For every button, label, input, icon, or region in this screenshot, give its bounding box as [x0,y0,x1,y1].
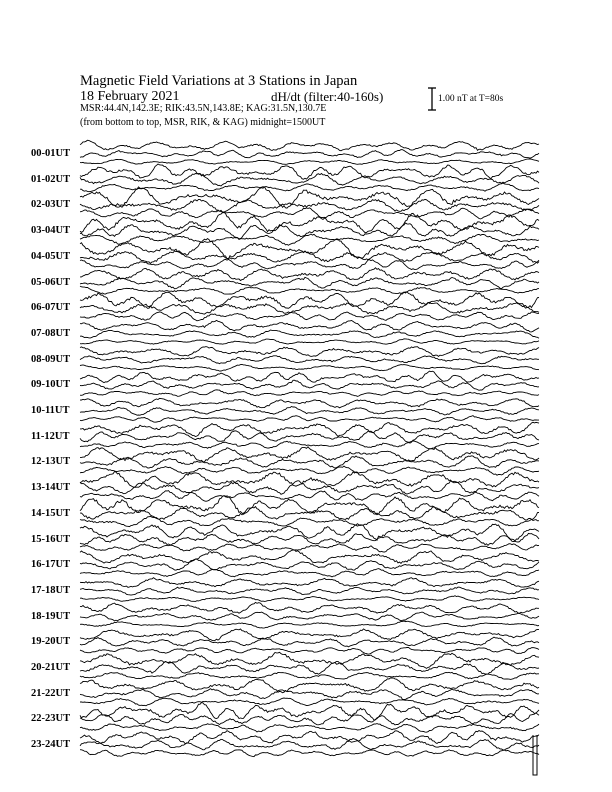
trace-rik [80,612,539,621]
trace-group [80,140,539,775]
trace-msr [80,159,539,164]
chart-title: Magnetic Field Variations at 3 Stations in Japan [80,73,358,89]
hour-label: 16-17UT [31,559,71,571]
scale-bar-label: 1.00 nT at T=80s [438,94,504,104]
trace-msr [80,596,539,602]
trace-msr [80,647,539,654]
trace-msr [80,183,539,192]
trace-kag [80,652,539,668]
hour-label: 07-08UT [31,327,71,339]
trace-kag [80,347,539,357]
trace-order-note: (from bottom to top, MSR, RIK, & KAG) midnight=1500UT [80,117,326,128]
trace-msr [80,517,539,527]
chart-date: 18 February 2021 [80,89,180,104]
trace-kag [80,447,539,462]
end-marker [533,735,537,775]
trace-kag [80,164,539,179]
trace-kag [80,239,539,259]
trace-rik [80,661,539,674]
hour-label: 02-03UT [31,199,71,211]
trace-msr [80,544,539,552]
trace-msr [80,286,539,294]
hour-label: 23-24UT [31,739,71,751]
trace-rik [80,199,539,212]
hour-label: 09-10UT [31,379,71,391]
hour-label: 21-22UT [31,687,71,699]
hour-label: 15-16UT [31,533,71,545]
trace-kag [80,268,539,281]
station-coordinates: MSR:44.4N,142.3E; RIK:43.5N,143.8E; KAG:31.5N,130.7E [80,103,327,114]
hour-label: 17-18UT [31,584,71,596]
trace-rik [80,637,539,647]
trace-rik [80,407,539,416]
trace-kag [80,678,539,693]
hour-label: 10-11UT [31,405,70,416]
trace-msr [80,569,539,577]
trace-rik [80,559,539,570]
trace-kag [80,292,539,309]
component-label: dH/dt (filter:40-160s) [271,89,384,104]
trace-rik [80,507,539,520]
trace-msr [80,466,539,475]
trace-rik [80,739,539,750]
trace-kag [80,213,539,233]
hour-label: 06-07UT [31,302,71,314]
trace-kag [80,496,539,515]
trace-msr [80,416,539,423]
trace-rik [80,456,539,468]
trace-rik [80,713,539,725]
trace-msr [80,621,539,628]
trace-kag [80,398,539,407]
hour-label: 08-09UT [31,353,71,365]
trace-rik [80,150,539,159]
trace-rik [80,689,539,700]
trace-msr [80,698,539,706]
trace-msr [80,312,539,321]
scale-bar [428,88,436,110]
hour-label: 14-15UT [31,507,71,519]
trace-rik [80,356,539,364]
hour-label: 13-14UT [31,482,71,494]
trace-rik [80,533,539,545]
hour-label: 04-05UT [31,250,71,262]
trace-kag [80,629,539,641]
trace-msr [80,390,539,397]
trace-msr [80,724,539,733]
hour-label: 01-02UT [31,173,71,185]
trace-msr [80,441,539,449]
trace-msr [80,339,539,344]
hour-label: 22-23UT [31,713,71,725]
trace-kag [80,140,539,151]
hour-label: 12-13UT [31,456,71,468]
hour-label: 18-19UT [31,610,71,622]
trace-kag [80,731,539,744]
trace-rik [80,481,539,495]
trace-rik [80,587,539,595]
hour-label: 20-21UT [31,662,71,673]
trace-kag [80,550,539,563]
trace-msr [80,259,539,269]
hour-label: 11-12UT [31,430,70,442]
trace-msr [80,672,539,679]
trace-msr [80,750,539,757]
hour-label: 19-20UT [31,636,71,648]
trace-kag [80,602,539,613]
trace-rik [80,330,539,338]
hour-label: 03-04UT [31,225,71,237]
trace-msr [80,491,539,502]
trace-rik [80,431,539,443]
trace-kag [80,472,539,488]
trace-msr [80,365,539,372]
trace-msr [80,208,539,219]
trace-kag [80,578,539,588]
hour-label: 05-06UT [31,276,71,288]
trace-kag [80,320,539,332]
hour-label: 00-01UT [31,148,71,159]
trace-kag [80,371,539,383]
